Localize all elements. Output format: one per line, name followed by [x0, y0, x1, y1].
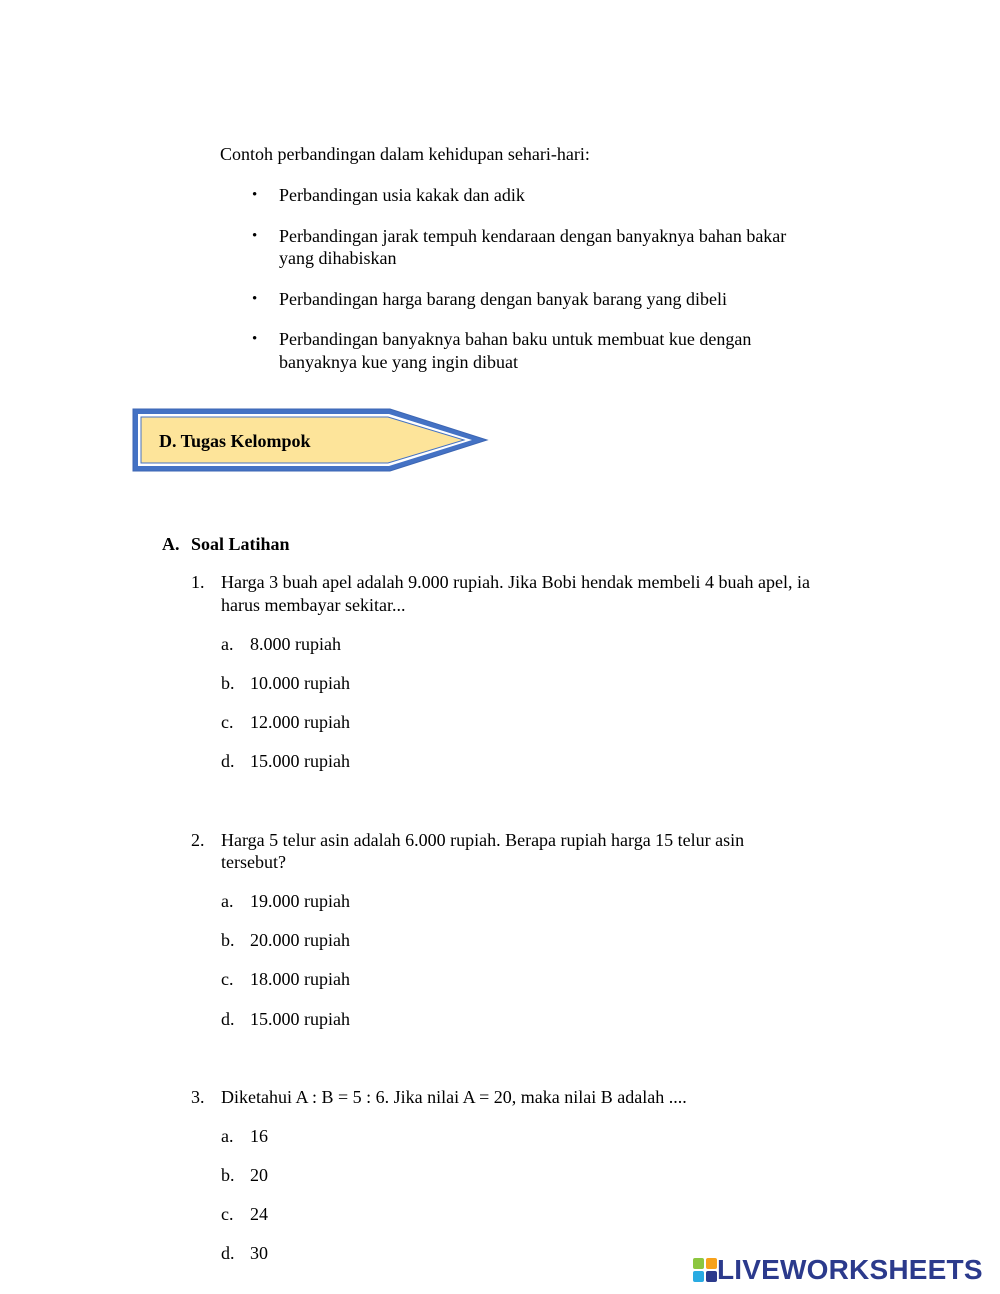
bullet-icon: • [252, 228, 258, 244]
section-marker: A. [162, 534, 180, 554]
option-text[interactable]: 12.000 rupiah [250, 712, 350, 732]
option-letter: d. [221, 1009, 235, 1029]
question-number: 2. [191, 830, 205, 850]
question-number: 3. [191, 1087, 205, 1107]
question-2-text-line2: tersebut? [221, 852, 286, 872]
bullet-icon: • [252, 331, 258, 347]
option-letter: a. [221, 891, 234, 911]
intro-heading: Contoh perbandingan dalam kehidupan sehari-hari: [220, 144, 590, 164]
section-title: Soal Latihan [191, 534, 290, 554]
option-text[interactable]: 20 [250, 1165, 268, 1185]
bullet-item-4-line2: banyaknya kue yang ingin dibuat [279, 352, 518, 372]
option-letter: b. [221, 673, 235, 693]
option-text[interactable]: 15.000 rupiah [250, 751, 350, 771]
bullet-item-2-line2: yang dihabiskan [279, 248, 397, 268]
bullet-icon: • [252, 187, 258, 203]
question-number: 1. [191, 572, 205, 592]
option-text[interactable]: 10.000 rupiah [250, 673, 350, 693]
option-letter: a. [221, 1126, 234, 1146]
option-text[interactable]: 20.000 rupiah [250, 930, 350, 950]
option-letter: d. [221, 1243, 235, 1263]
bullet-item-4-line1: Perbandingan banyaknya bahan baku untuk membuat kue dengan [279, 329, 752, 349]
option-letter: d. [221, 751, 235, 771]
bullet-icon: • [252, 291, 258, 307]
bullet-item-2-line1: Perbandingan jarak tempuh kendaraan dengan banyaknya bahan bakar [279, 226, 787, 246]
question-3-text: Diketahui A : B = 5 : 6. Jika nilai A = 20, maka nilai B adalah .... [221, 1087, 687, 1107]
question-1-text-line2: harus membayar sekitar... [221, 595, 406, 615]
question-2-text-line1: Harga 5 telur asin adalah 6.000 rupiah. Berapa rupiah harga 15 telur asin [221, 830, 745, 850]
logo-text: LIVEWORKSHEETS [717, 1254, 983, 1285]
option-text[interactable]: 19.000 rupiah [250, 891, 350, 911]
logo-grid-icon [693, 1257, 717, 1283]
option-letter: c. [221, 969, 234, 989]
bullet-item-3: Perbandingan harga barang dengan banyak barang yang dibeli [279, 289, 728, 309]
option-letter: c. [221, 712, 234, 732]
option-text[interactable]: 8.000 rupiah [250, 634, 341, 654]
option-text[interactable]: 30 [250, 1243, 268, 1263]
option-letter: a. [221, 634, 234, 654]
option-text[interactable]: 16 [250, 1126, 268, 1146]
option-text[interactable]: 24 [250, 1204, 268, 1224]
bullet-item-1: Perbandingan usia kakak dan adik [279, 185, 525, 205]
option-letter: c. [221, 1204, 234, 1224]
liveworksheets-logo[interactable] [693, 1253, 983, 1287]
question-1-text-line1: Harga 3 buah apel adalah 9.000 rupiah. Jika Bobi hendak membeli 4 buah apel, ia [221, 572, 810, 592]
option-letter: b. [221, 1165, 235, 1185]
banner-title: D. Tugas Kelompok [159, 431, 311, 451]
option-text[interactable]: 18.000 rupiah [250, 969, 350, 989]
option-text[interactable]: 15.000 rupiah [250, 1009, 350, 1029]
option-letter: b. [221, 930, 235, 950]
